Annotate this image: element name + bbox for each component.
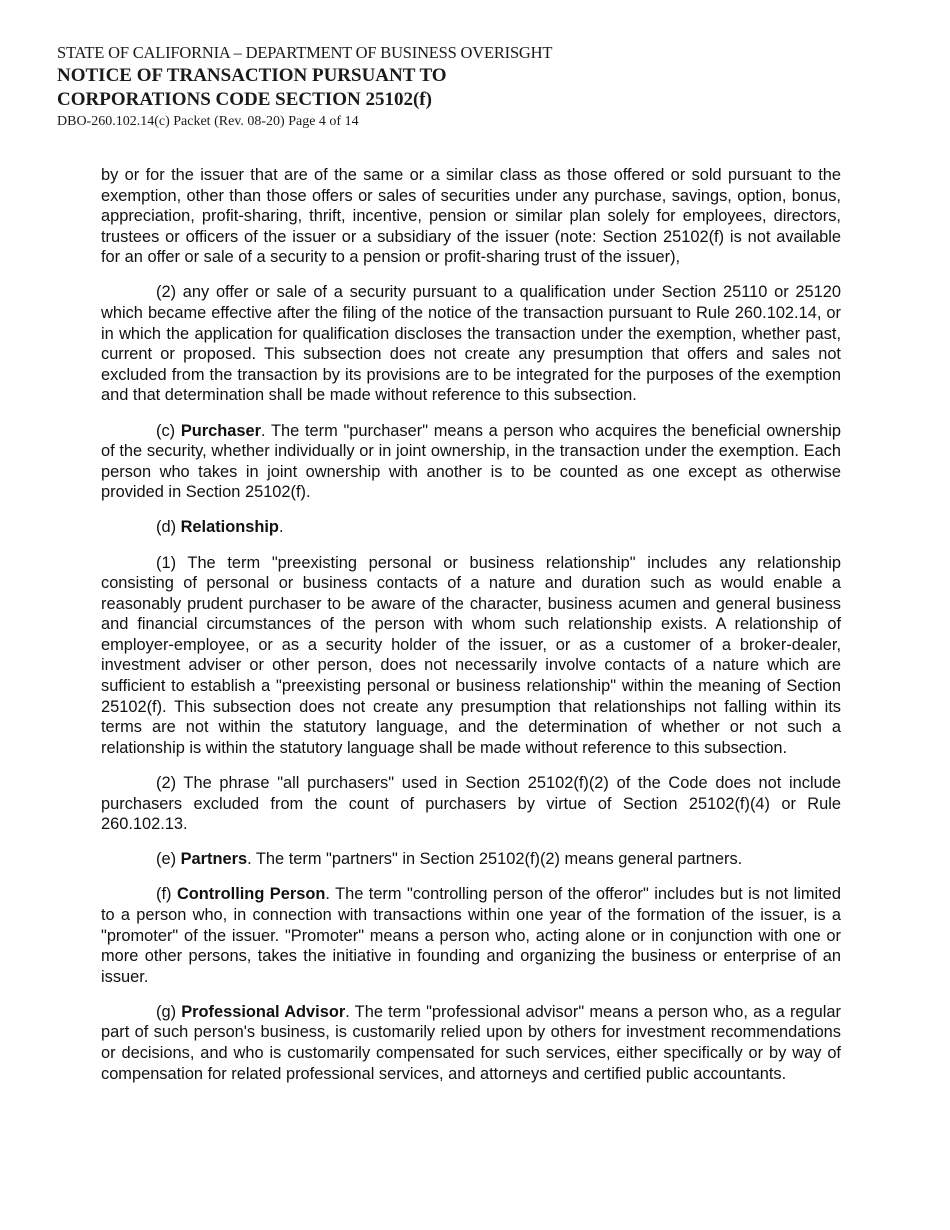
document-body [101,165,841,1099]
agency-name: STATE OF CALIFORNIA – DEPARTMENT OF BUSINESS OVERISGHT [57,43,553,62]
defined-term: Partners [180,850,248,869]
section-number: (c) [156,421,181,440]
section-number: (e) [156,850,181,869]
paragraph-c-purchaser [101,421,841,503]
paragraph-d1: (1) The term "preexisting personal or business relationship" includes any relationship consisting of personal or business contacts of a nature and duration such as would enable a reasonably prudent purchaser to be aware of the character, business acumen and general business and financial circumstances of the person with whom such relationship exists. A relationship of employer-employee, or as a security holder of the issuer, or as a customer of a broker-dealer, investment adviser or other person, does not necessarily involve contacts of a nature which are sufficient to establish a "preexisting personal or business relationship" within the meaning of Section 25102(f). This subsection does not create any presumption that relationships not falling within its terms are not within the statutory language, and the determination of whether or not such a relationship is within the statutory language shall be made without reference to this subsection. [101,553,841,757]
page-header [57,42,757,132]
form-number-page-info: DBO-260.102.14(c) Packet (Rev. 08-20) Page 4 of 14 [57,114,359,129]
defined-term: Controlling Person [176,885,326,904]
paragraph-f-controlling-person [101,884,841,987]
section-number: (d) [156,518,181,537]
definition-text: . The term "partners" in Section 25102(f)(2) means general partners. [247,850,743,869]
document-title-line-1: NOTICE OF TRANSACTION PURSUANT TO [57,65,447,86]
paragraph-d2: (2) The phrase "all purchasers" used in Section 25102(f)(2) of the Code does not include purchasers excluded from the count of purchasers by virtue of Section 25102(f)(4) or Rule 260.102.13. [101,773,841,834]
definition-text: . The term "professional advisor" means a person who, as a regular part of such person's business, is customarily relied upon by others for investment recommendations or decisions, and who is customarily compensated for such services, either specifically or by way of compensation for related professional services, and attorneys and certified public accountants. [101,1002,841,1083]
document-title-line-2: CORPORATIONS CODE SECTION 25102(f) [57,89,432,110]
paragraph-g-professional-advisor [101,1002,841,1084]
section-number: (g) [156,1002,182,1021]
paragraph-e-partners [101,849,841,870]
paragraph-d-relationship [101,517,841,538]
paragraph-b2: (2) any offer or sale of a security pursuant to a qualification under Section 25110 or 25120 which became effective after the filing of the notice of the transaction pursuant to Rule 260.102.14, or in which the application for qualification discloses the transaction under the exemption, whether past, current or proposed. This subsection does not create any presumption that offers and sales not excluded from the transaction by its provisions are to be integrated for the purposes of the exemption and that determination shall be made without reference to this subsection. [101,283,841,405]
defined-term: Relationship [180,518,279,537]
defined-term: Purchaser [180,421,262,440]
defined-term: Professional Advisor [181,1002,346,1021]
heading-punctuation: . [278,518,284,537]
definition-text: . The term "purchaser" means a person who acquires the beneficial ownership of the security, whether individually or in joint ownership, in the transaction under the exemption. Each person who takes in joint ownership with another is to be counted as one except as otherwise provided in Section 25102(f). [101,421,842,502]
section-number: (f) [156,885,177,904]
paragraph-continued: by or for the issuer that are of the same or a similar class as those offered or sold pursuant to the exemption, other than those offers or sales of securities under any purchase, savings, option, bonus, appreciation, profit-sharing, thrift, incentive, pension or similar plan solely for employees, directors, trustees or officers of the issuer or a subsidiary of the issuer (note: Section 25102(f) is not available for an offer or sale of a security to a pension or profit-sharing trust of the issuer), [101,166,841,267]
definition-text: . The term "controlling person of the offeror" includes but is not limited to a person who, in connection with transactions within one year of the formation of the issuer, is a "promoter" of the issuer. "Promoter" means a person who, acting alone or in conjunction with one or more other persons, takes the initiative in founding and organizing the business or enterprise of an issuer. [101,885,841,986]
